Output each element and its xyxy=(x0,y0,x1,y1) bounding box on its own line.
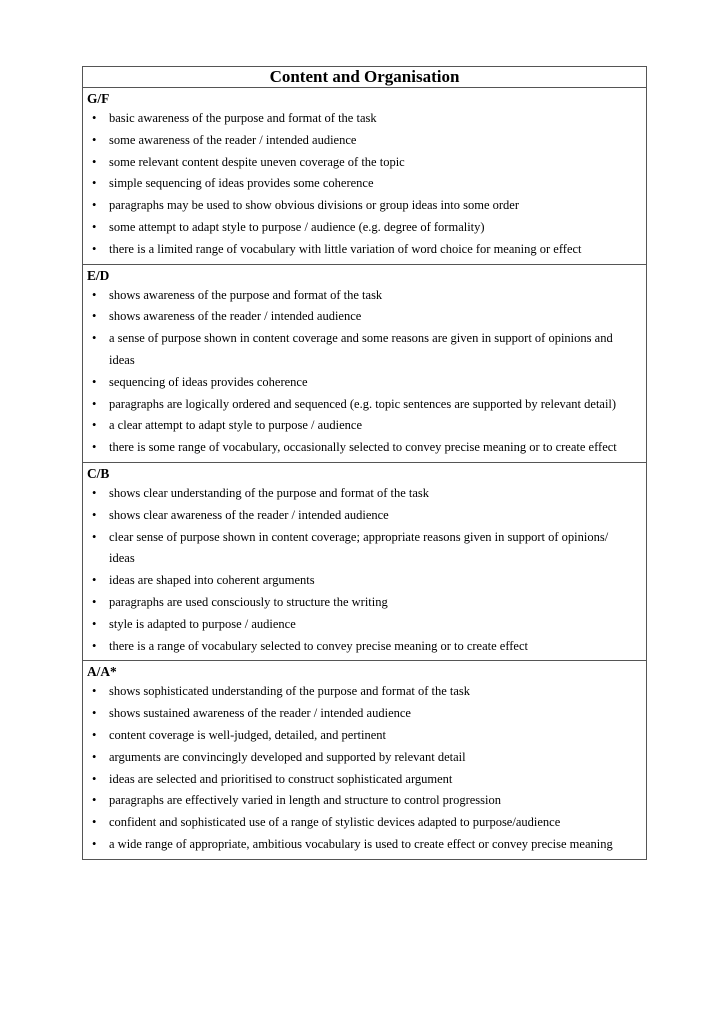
criterion-item xyxy=(83,570,646,592)
grade-label: A/A* xyxy=(87,664,117,680)
criterion-text: shows sustained awareness of the reader / intended audience xyxy=(109,706,411,721)
bullet-icon: • xyxy=(92,241,97,256)
bullet-icon: • xyxy=(92,396,97,411)
criterion-text: paragraphs are logically ordered and sequenced (e.g. topic sentences are supported by relevant detail) xyxy=(109,396,617,411)
criterion-text: arguments are convincingly developed and supported by relevant detail xyxy=(109,749,466,764)
criterion-text: confident and sophisticated use of a range of stylistic devices adapted to purpose/audience xyxy=(109,815,561,830)
criterion-text: clear sense of purpose shown in content coverage; appropriate reasons given in support of opinions/ ideas xyxy=(109,529,609,566)
criterion-item xyxy=(83,747,646,769)
criterion-item xyxy=(83,812,646,834)
table-title: Content and Organisation xyxy=(83,67,646,88)
bullet-icon: • xyxy=(92,836,97,851)
sections-container xyxy=(83,88,646,859)
criterion-item xyxy=(83,725,646,747)
criterion-item xyxy=(83,195,646,217)
grade-label: E/D xyxy=(87,267,110,283)
criterion-text: shows clear awareness of the reader / intended audience xyxy=(109,507,389,522)
criterion-item xyxy=(83,173,646,195)
bullet-icon: • xyxy=(92,727,97,742)
criterion-item xyxy=(83,394,646,416)
criterion-text: paragraphs are effectively varied in length and structure to control progression xyxy=(109,793,501,808)
criterion-item xyxy=(83,437,646,459)
bullet-icon: • xyxy=(92,176,97,191)
criterion-text: style is adapted to purpose / audience xyxy=(109,616,296,631)
bullet-icon: • xyxy=(92,485,97,500)
criterion-text: shows sophisticated understanding of the purpose and format of the task xyxy=(109,684,471,699)
criteria-list xyxy=(83,285,646,459)
criterion-item xyxy=(83,636,646,658)
criterion-text: paragraphs may be used to show obvious divisions or group ideas into some order xyxy=(109,198,520,213)
criterion-text: shows clear understanding of the purpose and format of the task xyxy=(109,485,430,500)
criterion-text: some attempt to adapt style to purpose / audience (e.g. degree of formality) xyxy=(109,219,485,234)
bullet-icon: • xyxy=(92,418,97,433)
criterion-item xyxy=(83,415,646,437)
bullet-icon: • xyxy=(92,529,97,544)
grade-section xyxy=(83,463,646,661)
grade-label: C/B xyxy=(87,465,110,481)
criterion-text: simple sequencing of ideas provides some coherence xyxy=(109,176,374,191)
criterion-item xyxy=(83,834,646,856)
criterion-text: there is a range of vocabulary selected to convey precise meaning or to create effect xyxy=(109,638,529,653)
criterion-item xyxy=(83,505,646,527)
criterion-text: some relevant content despite uneven coverage of the topic xyxy=(109,154,405,169)
bullet-icon: • xyxy=(92,594,97,609)
criterion-item xyxy=(83,372,646,394)
criterion-text: content coverage is well-judged, detailed, and pertinent xyxy=(109,727,386,742)
bullet-icon: • xyxy=(92,198,97,213)
criterion-text: ideas are shaped into coherent arguments xyxy=(109,573,315,588)
criterion-text: paragraphs are used consciously to structure the writing xyxy=(109,594,388,609)
criterion-item xyxy=(83,527,646,571)
criterion-item xyxy=(83,239,646,261)
bullet-icon: • xyxy=(92,219,97,234)
bullet-icon: • xyxy=(92,154,97,169)
bullet-icon: • xyxy=(92,793,97,808)
criteria-list xyxy=(83,681,646,855)
criterion-item xyxy=(83,285,646,307)
bullet-icon: • xyxy=(92,507,97,522)
bullet-icon: • xyxy=(92,132,97,147)
criteria-table xyxy=(82,66,647,860)
criterion-text: there is some range of vocabulary, occasionally selected to convey precise meaning or to create effect xyxy=(109,440,617,455)
criterion-text: there is a limited range of vocabulary with little variation of word choice for meaning or effect xyxy=(109,241,582,256)
bullet-icon: • xyxy=(92,309,97,324)
criterion-item xyxy=(83,306,646,328)
criterion-item xyxy=(83,130,646,152)
grade-section xyxy=(83,661,646,858)
bullet-icon: • xyxy=(92,287,97,302)
bullet-icon: • xyxy=(92,815,97,830)
grade-label: G/F xyxy=(87,91,110,106)
bullet-icon: • xyxy=(92,573,97,588)
criterion-item xyxy=(83,217,646,239)
criterion-text: some awareness of the reader / intended audience xyxy=(109,132,357,147)
criterion-text: a clear attempt to adapt style to purpose / audience xyxy=(109,418,363,433)
bullet-icon: • xyxy=(92,771,97,786)
criterion-text: ideas are selected and prioritised to construct sophisticated argument xyxy=(109,771,453,786)
criterion-text: shows awareness of the purpose and format of the task xyxy=(109,287,383,302)
criterion-item xyxy=(83,152,646,174)
bullet-icon: • xyxy=(92,616,97,631)
criterion-item xyxy=(83,483,646,505)
criterion-item xyxy=(83,108,646,130)
criterion-item xyxy=(83,769,646,791)
bullet-icon: • xyxy=(92,440,97,455)
criterion-item xyxy=(83,681,646,703)
criteria-list xyxy=(83,108,646,261)
criterion-item xyxy=(83,592,646,614)
grade-section xyxy=(83,265,646,463)
criteria-list xyxy=(83,483,646,657)
bullet-icon: • xyxy=(92,638,97,653)
criterion-text: sequencing of ideas provides coherence xyxy=(109,374,308,389)
bullet-icon: • xyxy=(92,684,97,699)
criterion-text: a wide range of appropriate, ambitious vocabulary is used to create effect or convey precise meaning xyxy=(109,836,613,851)
bullet-icon: • xyxy=(92,111,97,125)
criterion-text: shows awareness of the reader / intended audience xyxy=(109,309,362,324)
bullet-icon: • xyxy=(92,374,97,389)
grade-section xyxy=(83,88,646,265)
bullet-icon: • xyxy=(92,706,97,721)
criterion-text: a sense of purpose shown in content coverage and some reasons are given in support of opinions and ideas xyxy=(109,331,613,367)
criterion-item xyxy=(83,790,646,812)
bullet-icon: • xyxy=(92,749,97,764)
criterion-item xyxy=(83,614,646,636)
criterion-item xyxy=(83,328,646,372)
criterion-item xyxy=(83,703,646,725)
criterion-text: basic awareness of the purpose and format of the task xyxy=(109,111,377,125)
bullet-icon: • xyxy=(92,331,97,346)
